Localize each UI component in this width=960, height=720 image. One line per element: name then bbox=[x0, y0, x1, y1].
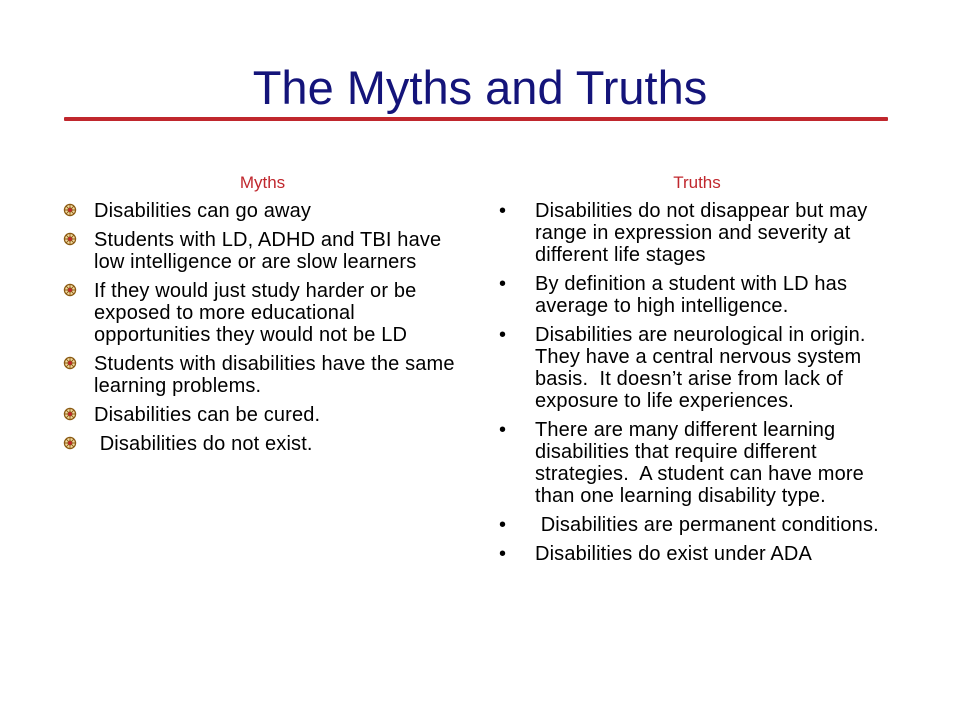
myth-item bbox=[60, 404, 465, 426]
myth-item bbox=[60, 229, 465, 273]
sun-wheel-icon bbox=[63, 356, 77, 370]
myth-text: Students with disabilities have the same learning problems. bbox=[94, 353, 455, 397]
bullet-dot-icon: • bbox=[499, 514, 507, 536]
truth-text: Disabilities do not disappear but may range in expression and severity at different life stages bbox=[535, 200, 868, 266]
myths-heading: Myths bbox=[239, 173, 286, 192]
title-underline bbox=[64, 117, 888, 121]
myth-text: If they would just study harder or be exposed to more educational opportunities they would not be LD bbox=[94, 280, 417, 346]
myth-text: Students with LD, ADHD and TBI have low intelligence or are slow learners bbox=[94, 229, 442, 273]
myth-text: Disabilities can be cured. bbox=[94, 404, 321, 426]
truth-item bbox=[497, 543, 897, 565]
myth-item bbox=[60, 280, 465, 346]
bullet-dot-icon: • bbox=[499, 543, 507, 565]
truths-column bbox=[497, 172, 897, 572]
truth-text: Disabilities are permanent conditions. bbox=[535, 514, 879, 536]
truth-item bbox=[497, 200, 897, 266]
myth-item bbox=[60, 200, 465, 222]
truth-text: Disabilities are neurological in origin. They have a central nervous system basis. It doesn’t arise from lack of exposure to life experiences. bbox=[535, 324, 877, 412]
sun-wheel-icon bbox=[63, 203, 77, 217]
truth-item bbox=[497, 273, 897, 317]
truth-item bbox=[497, 514, 897, 536]
truths-list bbox=[497, 200, 897, 565]
bullet-dot-icon: • bbox=[499, 273, 507, 295]
myth-item bbox=[60, 433, 465, 455]
sun-wheel-icon bbox=[63, 436, 77, 450]
truth-text: By definition a student with LD has average to high intelligence. bbox=[535, 273, 848, 317]
myths-list bbox=[60, 200, 465, 455]
bullet-dot-icon: • bbox=[499, 419, 507, 441]
myth-item bbox=[60, 353, 465, 397]
myth-text: Disabilities can go away bbox=[94, 200, 312, 222]
bullet-dot-icon: • bbox=[499, 324, 507, 346]
sun-wheel-icon bbox=[63, 407, 77, 421]
bullet-dot-icon: • bbox=[499, 200, 507, 222]
truth-text: Disabilities do exist under ADA bbox=[535, 543, 813, 565]
truth-text: There are many different learning disabilities that require different strategies. A student can have more than one learning disability type. bbox=[535, 419, 870, 507]
sun-wheel-icon bbox=[63, 283, 77, 297]
truths-heading: Truths bbox=[673, 173, 721, 192]
sun-wheel-icon bbox=[63, 232, 77, 246]
myth-text: Disabilities do not exist. bbox=[94, 433, 313, 455]
slide-title: The Myths and Truths bbox=[252, 61, 708, 114]
myths-column bbox=[60, 172, 465, 462]
truth-item bbox=[497, 324, 897, 412]
truth-item bbox=[497, 419, 897, 507]
